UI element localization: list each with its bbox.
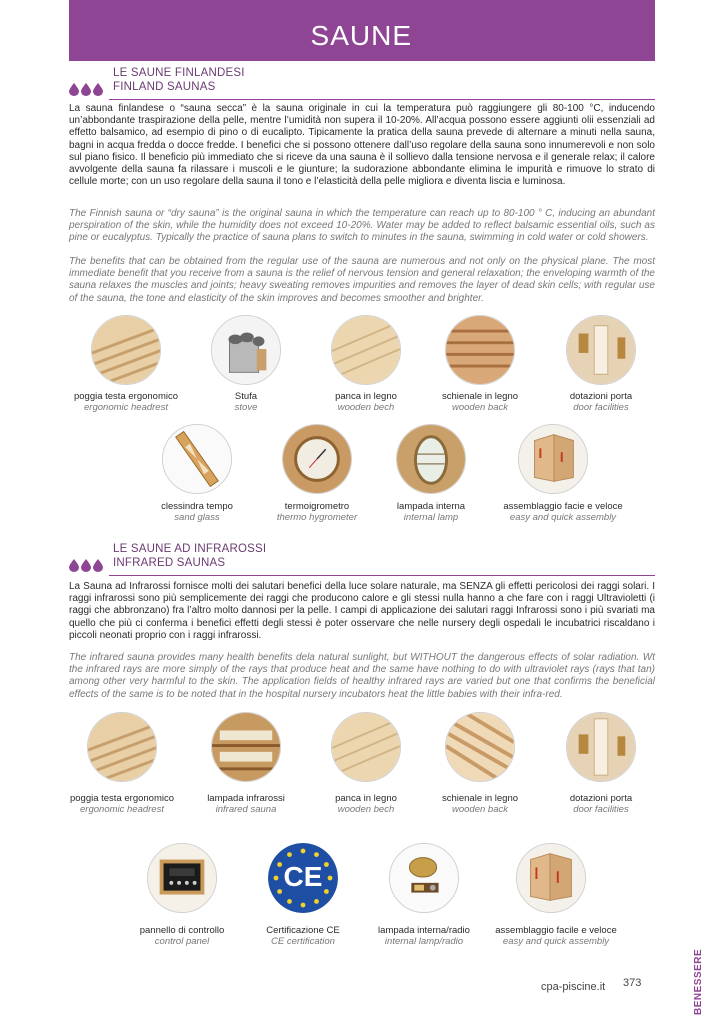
caption-ir-door: dotazioni porta door facilities xyxy=(569,793,633,815)
caption-control-panel: pannello di controllo control panel xyxy=(139,925,225,947)
thumb-bench xyxy=(331,315,401,385)
caption-back: schienale in legno wooden back xyxy=(441,391,519,413)
thumb-hygrometer xyxy=(282,424,352,494)
section-header-infrared xyxy=(69,542,655,576)
thumb-sandglass xyxy=(162,424,232,494)
side-tab xyxy=(693,948,707,1015)
section-title-it: LE SAUNE AD INFRAROSSI xyxy=(113,543,267,555)
section-title xyxy=(113,542,266,570)
caption-stove: Stufa stove xyxy=(234,391,258,413)
section-divider xyxy=(109,99,655,100)
side-tab-label: BENESSERE xyxy=(693,948,704,1015)
caption-ir-bench: panca in legno wooden bech xyxy=(335,793,397,815)
section-title-en: FINLAND SAUNAS xyxy=(113,81,216,93)
thumb-lamp-radio xyxy=(389,843,459,913)
drops-icon xyxy=(69,559,103,572)
thumb-back xyxy=(445,315,515,385)
thumb-ir-headrest xyxy=(87,712,157,782)
page-number: 373 xyxy=(623,977,642,989)
page-title: SAUNE xyxy=(310,20,412,51)
thumb-ir-bench xyxy=(331,712,401,782)
finland-text-en-1: The Finnish sauna or “dry sauna” is the original sauna in which the temperature can reach up to 80-100 ° C, inducing an abundant perspiration of the skin, while the humidity does not exceed 10-20%. Water may be added to reflect balsamic essential oils, such as pine or eucalyptus. Typically the practice of sauna plans to switch to minutes in the sauna, swimming in cold water or cold showers. xyxy=(69,208,655,244)
thumb-control-panel xyxy=(147,843,217,913)
section-title-en: INFRARED SAUNAS xyxy=(113,557,226,569)
thumb-headrest xyxy=(91,315,161,385)
ce-logo xyxy=(268,843,338,913)
infrared-text-it: La Sauna ad Infrarossi fornisce molti dei salutari benefici della luce solare naturale, ma SENZA gli effetti pericolosi dei raggi solari. I raggi infrarossi sono più semplicemente dei raggi che producono calore e gli stessi nulla hanno a che fare con i raggi Ultravioletti (i raggi che abbronzano) fra l’altro molto dannosi per la pelle. I campi di applicazione dei salutari raggi Infrarossi sono i più svariati ma quello che più ci conferma i benefici effetti degli stessi è poter osservare che nelle nursery degli ospedali le incubatrici riscaldano i piccoli neonati proprio con i raggi infrarossi. xyxy=(69,581,655,641)
caption-ir-assembly: assemblaggio facile e veloce easy and quick assembly xyxy=(495,925,617,947)
caption-internal-lamp: lampada interna internal lamp xyxy=(396,501,466,523)
finland-text-it: La sauna finlandese o “sauna secca” è la sauna originale in cui la temperatura può raggiungere gli 80-100 °C, inducendo un’abbondante traspirazione della pelle, mentre l’umidità non supera il 10-20%. All’acqua possono essere aggiunti olii essenziali ad effetto balsamico, ad esempio di pino o di eucalipto. Tipicamente la pratica della sauna prevede di alternare a minuti nella sauna, bagni in acqua fredda o docce fredde. I benefici che si possono ottenere dall’uso regolare della sauna sono innumerevoli e non solo sul piano fisico. Il beneficio più immediato che si riceve da una sauna è il sollievo dalla tensione nervosa e il generale relax; il calore avvolgente della sauna fa rilassare i muscoli e le giunture; la sudorazione abbondante elimina le impurità e rimuove lo strato di cellule morte; con un uso regolare della sauna il tono e l’elasticità della pelle migliora e diventa liscia e luminosa. xyxy=(69,103,655,188)
caption-hygrometer: termoigrometro thermo hygrometer xyxy=(276,501,358,523)
section-header-finland xyxy=(69,66,655,100)
caption-door: dotazioni porta door facilities xyxy=(569,391,633,413)
footer-site: cpa-piscine.it xyxy=(541,981,606,993)
thumb-ir-back xyxy=(445,712,515,782)
thumb-ir-door xyxy=(566,712,636,782)
section-title-it: LE SAUNE FINLANDESI xyxy=(113,67,245,79)
section-title xyxy=(113,66,245,94)
caption-sandglass: clessindra tempo sand glass xyxy=(161,501,233,523)
thumb-door xyxy=(566,315,636,385)
thumb-ir-assembly xyxy=(516,843,586,913)
caption-assembly: assemblaggio facie e veloce easy and quick assembly xyxy=(503,501,623,523)
section-divider xyxy=(109,575,655,576)
header-banner xyxy=(69,0,655,61)
drops-icon xyxy=(69,83,103,96)
caption-ir-lamp: lampada infrarossi infrared sauna xyxy=(207,793,285,815)
caption-ir-headrest: poggia testa ergonomico ergonomic headrest xyxy=(69,793,175,815)
caption-ir-back: schienale in legno wooden back xyxy=(441,793,519,815)
ce-logo-text: CE xyxy=(283,861,323,892)
thumb-assembly xyxy=(518,424,588,494)
caption-bench: panca in legno wooden bech xyxy=(335,391,397,413)
finland-text-en-2: The benefits that can be obtained from the regular use of the sauna are numerous and not only on the physical plane. The most immediate benefit that you receive from a sauna is the relief of nervous tension and general relaxation; the enveloping warmth of the sauna relaxes the muscles and joints; heavy sweating removes impurities and removes the layer of dead skin cells; with regular use of the sauna, the tone and elasticity of the skin improves and becomes smoother and brighter. xyxy=(69,256,655,304)
thumb-ir-lamp xyxy=(211,712,281,782)
caption-ce: Certificazione CE CE certification xyxy=(266,925,340,947)
infrared-text-en: The infrared sauna provides many health benefits dela natural sunlight, but WITHOUT the dangerous effects of solar radiation. Wt the infrared rays are more simply of the rays that produce heat and the same have nothing to do with ultraviolet rays (rays that tan) among other very harmful to the skin. The application fields of healthy infrared rays are varied but one that confirms the beneficial effects of the same is to be noted that in the hospital nursery incubators heat the little babies with their infra-red. xyxy=(69,652,655,700)
caption-lamp-radio: lampada interna/radio internal lamp/radio xyxy=(378,925,470,947)
thumb-stove xyxy=(211,315,281,385)
caption-headrest: poggia testa ergonomico ergonomic headrest xyxy=(73,391,179,413)
thumb-internal-lamp xyxy=(396,424,466,494)
